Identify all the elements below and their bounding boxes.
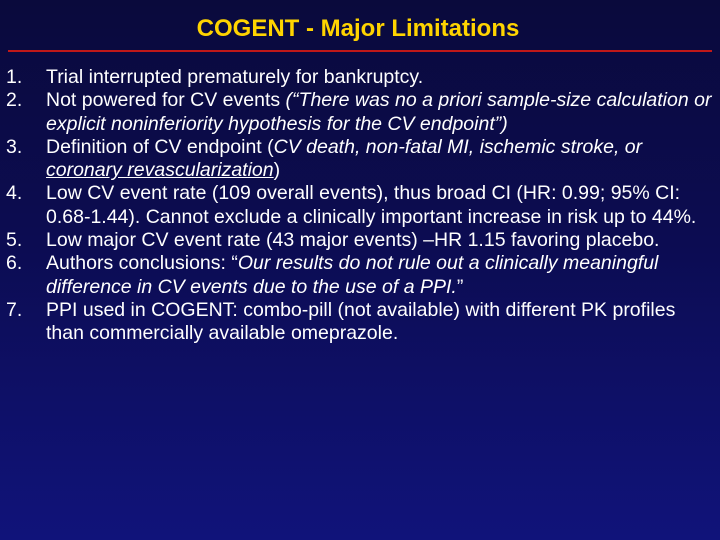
text-run: Definition of CV endpoint ( xyxy=(46,135,274,158)
list-item-number: 2. xyxy=(6,89,23,112)
list-item-number: 4. xyxy=(6,182,23,205)
list-item xyxy=(6,229,712,252)
text-run: Authors conclusions: “ xyxy=(46,252,238,275)
list-item xyxy=(6,66,712,89)
list-item-number: 1. xyxy=(6,66,23,88)
underlined-term: coronary revascularization xyxy=(46,159,274,182)
list-item xyxy=(6,299,712,346)
list-item-number: 7. xyxy=(6,298,23,321)
list-item-text xyxy=(46,66,712,89)
text-run: Trial interrupted prematurely for bankruptcy. xyxy=(46,66,424,88)
text-run: Low CV event rate (109 overall events), thus broad CI (HR: 0.99; 95% CI: 0.68-1.44). Cannot exclude a clinically important increase in risk up to 44%. xyxy=(46,182,697,228)
list-item-number: 6. xyxy=(6,252,23,275)
limitations-list xyxy=(6,66,712,346)
list-item xyxy=(6,252,712,299)
list-item xyxy=(6,182,712,229)
text-run: Low major CV event rate (43 major events) –HR 1.15 favoring placebo. xyxy=(46,229,660,252)
list-item xyxy=(6,136,712,183)
text-run: PPI used in COGENT: combo-pill (not available) with different PK profiles than commercially available omeprazole. xyxy=(46,298,676,345)
text-run: Not powered for CV events xyxy=(46,89,286,112)
list-item-text xyxy=(46,299,712,346)
list-item xyxy=(6,89,712,136)
text-run: ) xyxy=(273,159,281,182)
list-item-text xyxy=(46,229,712,252)
title-underline-rule xyxy=(8,50,712,52)
list-item-text xyxy=(46,136,712,183)
slide-title: COGENT - Major Limitations xyxy=(196,15,520,42)
italic-quote: Our results do not rule out a clinically meaningful difference in CV events due to the use of a PPI. xyxy=(46,252,659,298)
list-item-number: 3. xyxy=(6,135,23,158)
italic-quote: (“There was no a priori sample-size calculation or explicit noninferiority hypothesis for the CV endpoint”) xyxy=(46,89,712,135)
list-item-text xyxy=(46,252,712,299)
list-item-number: 5. xyxy=(6,229,23,252)
list-item-text xyxy=(46,89,712,136)
list-item-text xyxy=(46,182,712,229)
text-run: ” xyxy=(456,275,464,298)
italic-definition: CV death, non-fatal MI, ischemic stroke, or xyxy=(273,135,643,158)
